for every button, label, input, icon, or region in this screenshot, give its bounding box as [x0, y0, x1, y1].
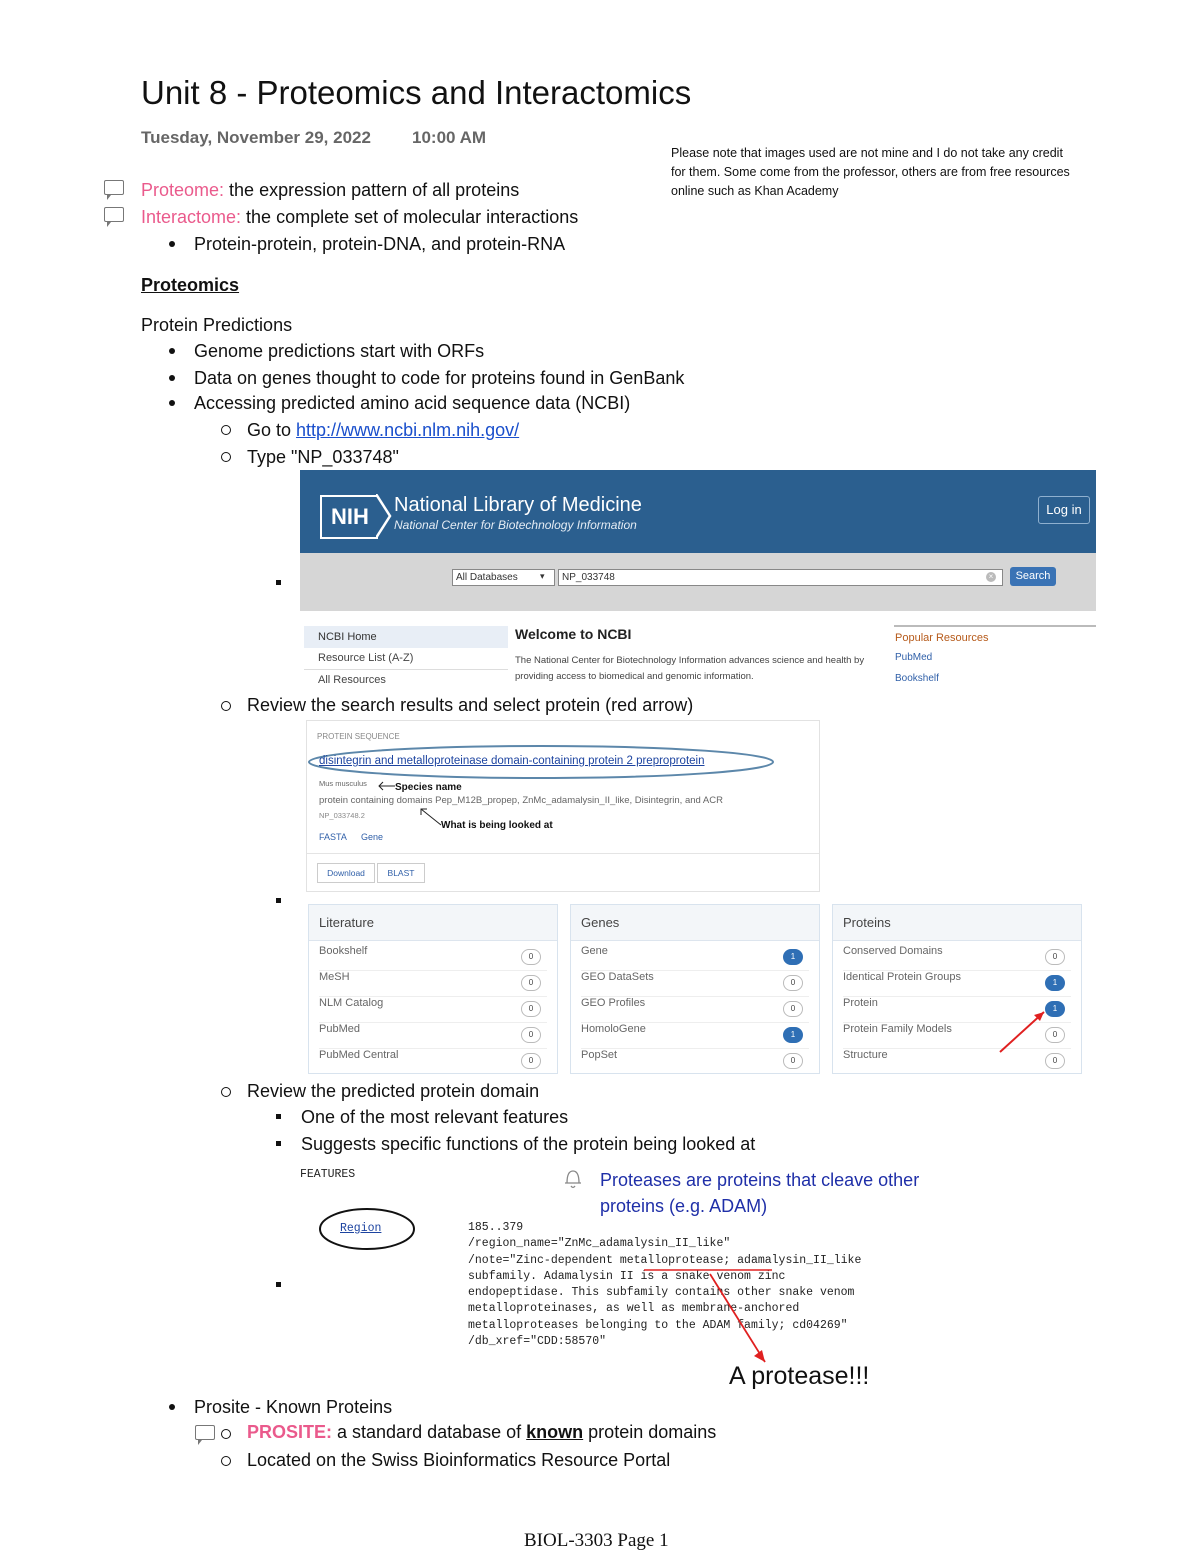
popular-pubmed[interactable]: PubMed: [895, 652, 933, 663]
feature-line: subfamily. Adamalysin II is a snake venom zinc: [468, 1269, 786, 1283]
list-item[interactable]: NLM Catalog 0: [319, 997, 547, 1023]
list-item[interactable]: Structure 0: [843, 1049, 1071, 1074]
square-bullet-icon: [276, 1282, 281, 1287]
list-item[interactable]: Bookshelf 0: [319, 945, 547, 971]
circle-bullet-icon: [221, 701, 231, 711]
card-title: Proteins: [833, 905, 1081, 941]
prosite-located: Located on the Swiss Bioinformatics Resource Portal: [247, 1450, 671, 1470]
interactome-term: Interactome:: [141, 207, 242, 227]
search-button[interactable]: Search: [1010, 567, 1056, 586]
region-link[interactable]: Region: [340, 1222, 382, 1235]
comment-icon[interactable]: [104, 180, 124, 195]
known-emphasis: known: [526, 1422, 584, 1442]
species: Mus musculus: [319, 779, 367, 788]
circle-bullet-icon: [221, 452, 231, 462]
search-input[interactable]: NP_033748: [558, 569, 1003, 586]
search-result-screenshot: [306, 720, 820, 892]
list-item[interactable]: Gene 1: [581, 945, 809, 971]
domain-feature-1: One of the most relevant features: [301, 1107, 569, 1127]
card-title: Genes: [571, 905, 819, 941]
protease-callout: A protease!!!: [729, 1362, 870, 1390]
feature-line: /note="Zinc-dependent metalloprotease; adamalysin_II_like: [468, 1253, 862, 1267]
nih-logo-chevron-icon: [376, 494, 392, 538]
review-search-line: Review the search results and select protein (red arrow): [247, 695, 694, 715]
prosite-term: PROSITE:: [247, 1422, 333, 1442]
accession: NP_033748.2: [319, 811, 365, 820]
comment-icon[interactable]: [104, 207, 124, 222]
interactome-definition: [141, 206, 578, 228]
feature-line: endopeptidase. This subfamily contains other snake venom: [468, 1286, 855, 1300]
protein-title-link[interactable]: disintegrin and metalloproteinase domain-containing protein 2 preproprotein: [319, 755, 705, 767]
feature-line: /region_name="ZnMc_adamalysin_II_like": [468, 1237, 731, 1251]
circle-bullet-icon: [221, 425, 231, 435]
ncbi-org-name: National Library of Medicine: [394, 494, 642, 516]
species-annotation: Species name: [395, 782, 462, 793]
prosite-text: a standard database of: [332, 1422, 527, 1442]
review-domain-line: Review the predicted protein domain: [247, 1081, 540, 1101]
login-button[interactable]: Log in: [1038, 496, 1090, 524]
blast-button[interactable]: BLAST: [377, 863, 425, 883]
square-bullet-icon: [276, 898, 281, 903]
result-label: PROTEIN SEQUENCE: [317, 732, 400, 741]
popular-bookshelf[interactable]: Bookshelf: [895, 673, 939, 684]
bullet-genbank: Data on genes thought to code for proteins found in GenBank: [194, 368, 685, 388]
bullet-icon: [169, 348, 175, 354]
prosite-text: protein domains: [583, 1422, 717, 1442]
popular-heading: Popular Resources: [895, 632, 989, 644]
bullet-ncbi: Accessing predicted amino acid sequence data (NCBI): [194, 393, 631, 413]
feature-line: /db_xref="CDD:58570": [468, 1335, 607, 1349]
nav-ncbi-home[interactable]: NCBI Home: [304, 626, 508, 648]
bullet-icon: [169, 241, 175, 247]
list-item[interactable]: Conserved Domains 0: [843, 945, 1071, 971]
goto-prefix: Go to: [247, 420, 297, 440]
feature-line: metalloproteinases, as well as membrane-anchored: [468, 1302, 800, 1316]
annotation-arrow-icon: [377, 781, 395, 791]
proteome-text: the expression pattern of all proteins: [224, 180, 520, 200]
ncbi-org-sub: National Center for Biotechnology Information: [394, 518, 637, 532]
domain-feature-2: Suggests specific functions of the protein being looked at: [301, 1134, 756, 1154]
protease-note: Proteases are proteins that cleave other proteins (e.g. ADAM): [600, 1170, 920, 1216]
chevron-down-icon: ▾: [540, 571, 545, 581]
ncbi-search-bar: [300, 553, 1096, 611]
square-bullet-icon: [276, 1141, 281, 1146]
predictions-heading: Protein Predictions: [141, 315, 293, 335]
prosite-bullet: Prosite - Known Proteins: [194, 1397, 393, 1417]
prosite-definition: [247, 1421, 716, 1443]
type-line: Type "NP_033748": [247, 447, 399, 467]
goto-line: [247, 419, 519, 441]
proteome-term: Proteome:: [141, 180, 225, 200]
list-item[interactable]: Protein 1: [843, 997, 1071, 1023]
gene-link[interactable]: Gene: [361, 832, 384, 842]
download-button[interactable]: Download: [317, 863, 375, 883]
feature-line: metalloproteases belonging to the ADAM family; cd04269": [468, 1318, 848, 1332]
interactome-sub: Protein-protein, protein-DNA, and protein-RNA: [194, 234, 566, 254]
welcome-heading: Welcome to NCBI: [515, 626, 632, 642]
list-item[interactable]: Protein Family Models 0: [843, 1023, 1071, 1049]
bullet-icon: [169, 400, 175, 406]
bullet-icon: [169, 1404, 175, 1410]
bell-icon: [563, 1168, 583, 1190]
card-title: Literature: [309, 905, 557, 941]
comment-icon[interactable]: [195, 1425, 215, 1440]
nih-logo: NIH: [320, 495, 378, 539]
card-genes: [570, 904, 820, 1074]
interactome-text: the complete set of molecular interactions: [241, 207, 579, 227]
looked-annotation: What is being looked at: [441, 820, 553, 831]
disclaimer-note: Please note that images used are not mine and I do not take any credit for them. Some come from the professor, others are from free resources online such as Khan Academy: [671, 146, 1070, 198]
square-bullet-icon: [276, 580, 281, 585]
ncbi-screenshot: [300, 470, 1096, 691]
bullet-orfs: Genome predictions start with ORFs: [194, 341, 485, 361]
bullet-icon: [169, 375, 175, 381]
list-item[interactable]: GEO DataSets 0: [581, 971, 809, 997]
red-arrow-icon: [998, 1006, 1050, 1054]
time: 10:00 AM: [412, 128, 487, 147]
welcome-text: The National Center for Biotechnology Information advances science and health by providing access to biomedical and genomic information.: [515, 655, 865, 682]
list-item[interactable]: MeSH 0: [319, 971, 547, 997]
date: Tuesday, November 29, 2022: [141, 128, 371, 147]
page-title: Unit 8 - Proteomics and Interactomics: [141, 74, 692, 111]
list-item[interactable]: GEO Profiles 0: [581, 997, 809, 1023]
annotation-arrow-icon: [419, 807, 443, 827]
ncbi-header: [300, 470, 1096, 553]
clear-icon[interactable]: ×: [986, 572, 996, 582]
card-literature: [308, 904, 558, 1074]
list-item[interactable]: PubMed 0: [319, 1023, 547, 1049]
proteomics-heading: Proteomics: [141, 275, 240, 295]
list-item[interactable]: HomoloGene 1: [581, 1023, 809, 1049]
circle-bullet-icon: [221, 1087, 231, 1097]
circle-bullet-icon: [221, 1429, 231, 1439]
database-select[interactable]: All Databases: [452, 569, 555, 586]
list-item[interactable]: PopSet 0: [581, 1049, 809, 1074]
ncbi-link[interactable]: http://www.ncbi.nlm.nih.gov/: [296, 420, 520, 440]
list-item[interactable]: Identical Protein Groups 1: [843, 971, 1071, 997]
features-label: FEATURES: [300, 1168, 356, 1181]
nav-all-resources[interactable]: All Resources: [318, 674, 386, 686]
nav-arrow-icon: [494, 626, 506, 648]
fasta-link[interactable]: FASTA: [319, 832, 347, 842]
square-bullet-icon: [276, 1114, 281, 1119]
proteome-definition: [141, 179, 519, 201]
feature-line: 185..379: [468, 1221, 524, 1234]
page-footer: BIOL-3303 Page 1: [524, 1530, 669, 1551]
nav-resource-list[interactable]: Resource List (A-Z): [304, 648, 508, 670]
circle-bullet-icon: [221, 1456, 231, 1466]
protein-description: protein containing domains Pep_M12B_propep, ZnMc_adamalysin_II_like, Disintegrin, and ACR: [319, 795, 723, 806]
list-item[interactable]: PubMed Central 0: [319, 1049, 547, 1074]
